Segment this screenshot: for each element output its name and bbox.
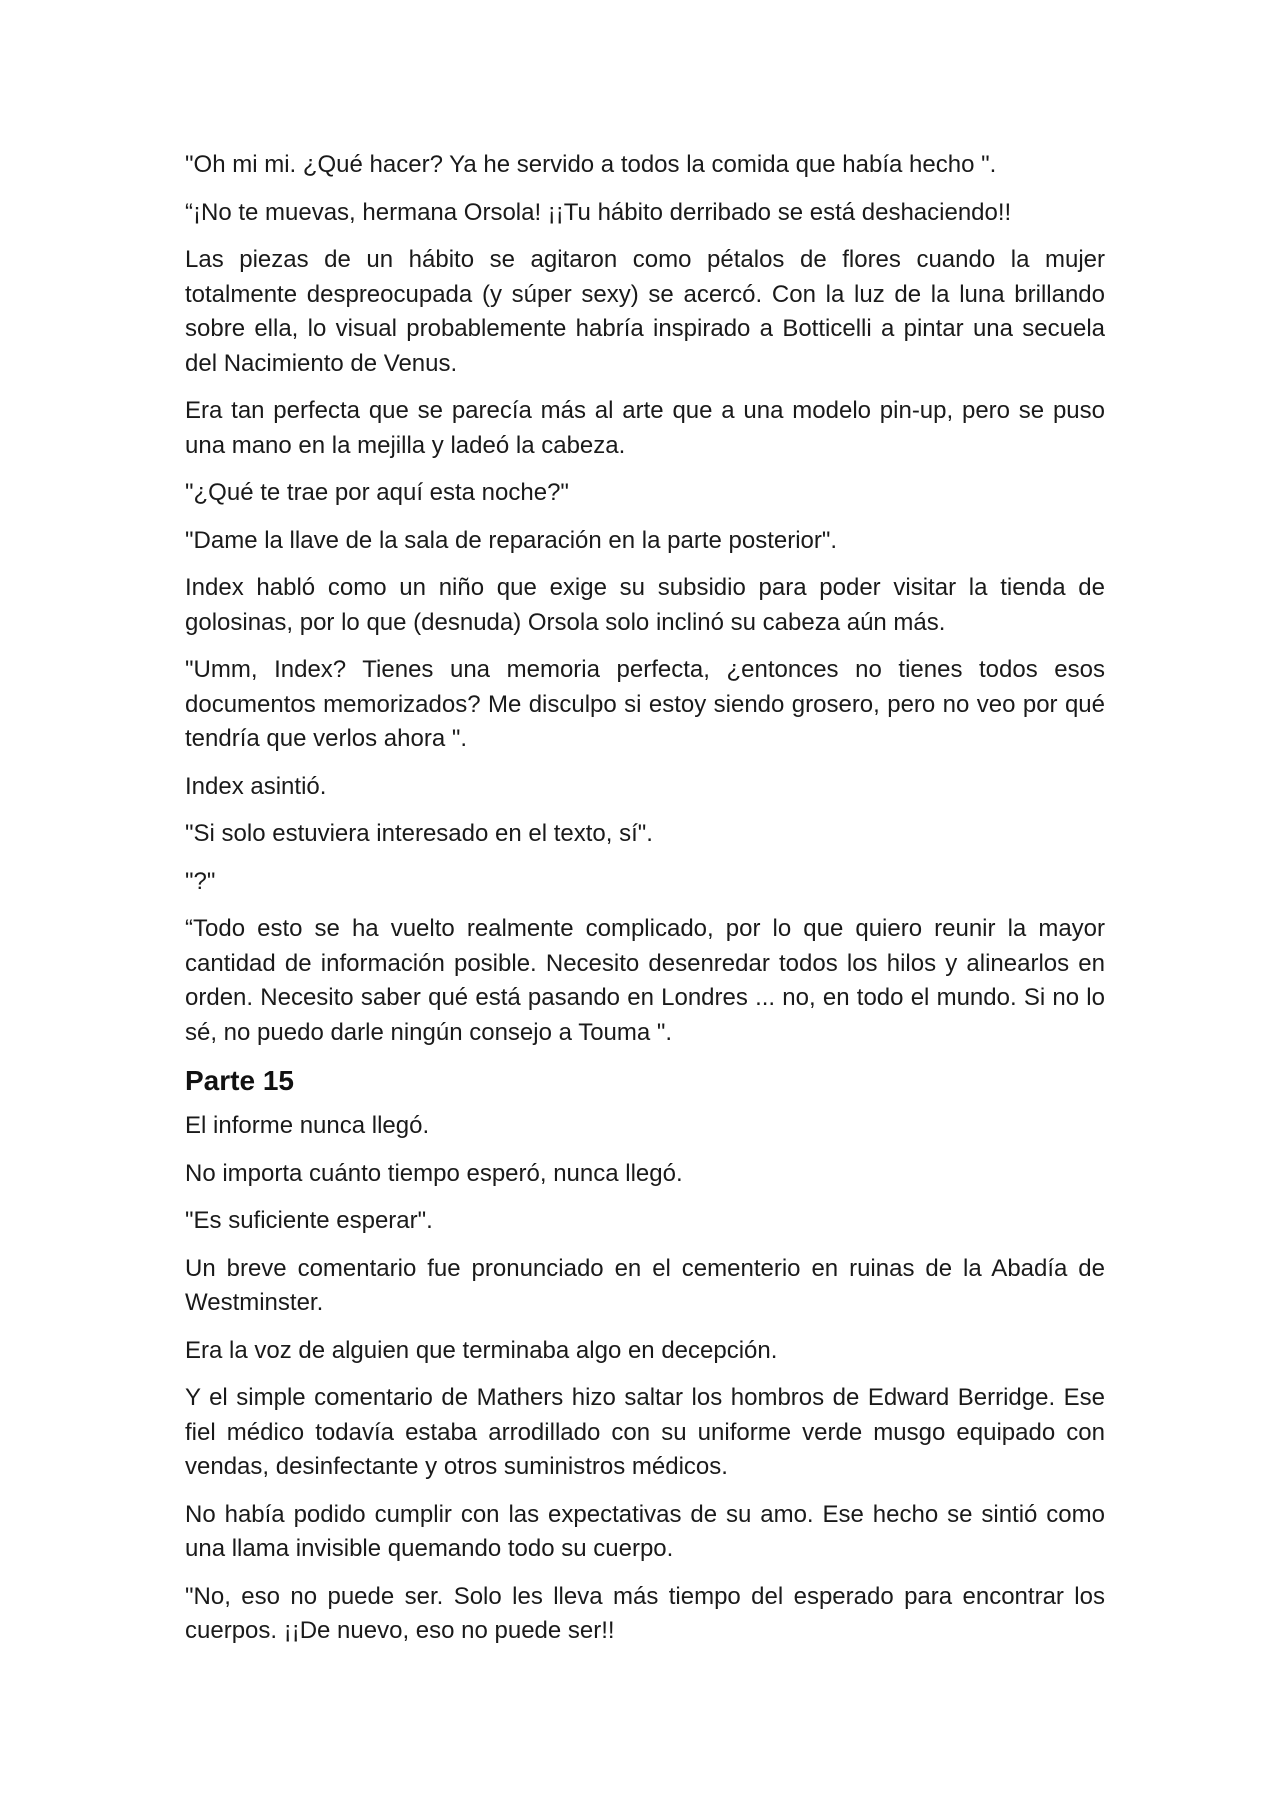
paragraph: "¿Qué te trae por aquí esta noche?"	[185, 479, 569, 506]
paragraph: No había podido cumplir con las expectativas de su amo. Ese hecho se sintió como una llama invisible quemando todo su cuerpo.	[185, 1500, 1105, 1562]
paragraph: Las piezas de un hábito se agitaron como pétalos de flores cuando la mujer totalmente despreocupada (y súper sexy) se acercó. Con la luz de la luna brillando sobre ella, lo visual probablemente habría inspirado a Botticelli a pintar una secuela del Nacimiento de Venus.	[185, 246, 1105, 377]
paragraph: "Oh mi mi. ¿Qué hacer? Ya he servido a todos la comida que había hecho ".	[185, 151, 997, 178]
paragraph: "Es suficiente esperar".	[185, 1207, 433, 1234]
paragraph: "Si solo estuviera interesado en el texto, sí".	[185, 820, 653, 847]
paragraph: Y el simple comentario de Mathers hizo saltar los hombros de Edward Berridge. Ese fiel médico todavía estaba arrodillado con su uniforme verde musgo equipado con vendas, desinfectante y otros suministros médicos.	[185, 1384, 1105, 1480]
paragraph: Era la voz de alguien que terminaba algo en decepción.	[185, 1336, 778, 1364]
section-heading: Parte 15	[185, 1065, 294, 1096]
paragraph: El informe nunca llegó.	[185, 1112, 430, 1139]
paragraph: "Umm, Index? Tienes una memoria perfecta, ¿entonces no tienes todos esos documentos memorizados? Me disculpo si estoy siendo grosero, pero no veo por qué tendría que verlos ahora ".	[185, 656, 1105, 752]
paragraph: Index habló como un niño que exige su subsidio para poder visitar la tienda de golosinas, por lo que (desnuda) Orsola solo inclinó su cabeza aún más.	[185, 574, 1105, 636]
document-page	[185, 148, 1105, 1662]
paragraph: “¡No te muevas, hermana Orsola! ¡¡Tu hábito derribado se está deshaciendo!!	[185, 198, 1012, 226]
paragraph: No importa cuánto tiempo esperó, nunca llegó.	[185, 1159, 683, 1187]
paragraph: "Dame la llave de la sala de reparación en la parte posterior".	[185, 526, 838, 554]
paragraph: “Todo esto se ha vuelto realmente complicado, por lo que quiero reunir la mayor cantidad de información posible. Necesito desenredar todos los hilos y alinearlos en orden. Necesito saber qué está pasando en Londres ... no, en todo el mundo. Si no lo sé, no puedo darle ningún consejo a Touma ".	[185, 915, 1105, 1046]
paragraph: "No, eso no puede ser. Solo les lleva más tiempo del esperado para encontrar los cuerpos. ¡¡De nuevo, eso no puede ser!!	[185, 1582, 1105, 1644]
paragraph: Era tan perfecta que se parecía más al arte que a una modelo pin-up, pero se puso una mano en la mejilla y ladeó la cabeza.	[185, 397, 1105, 459]
paragraph: "?"	[185, 867, 216, 895]
paragraph: Index asintió.	[185, 772, 327, 800]
paragraph: Un breve comentario fue pronunciado en el cementerio en ruinas de la Abadía de Westminster.	[185, 1254, 1105, 1316]
